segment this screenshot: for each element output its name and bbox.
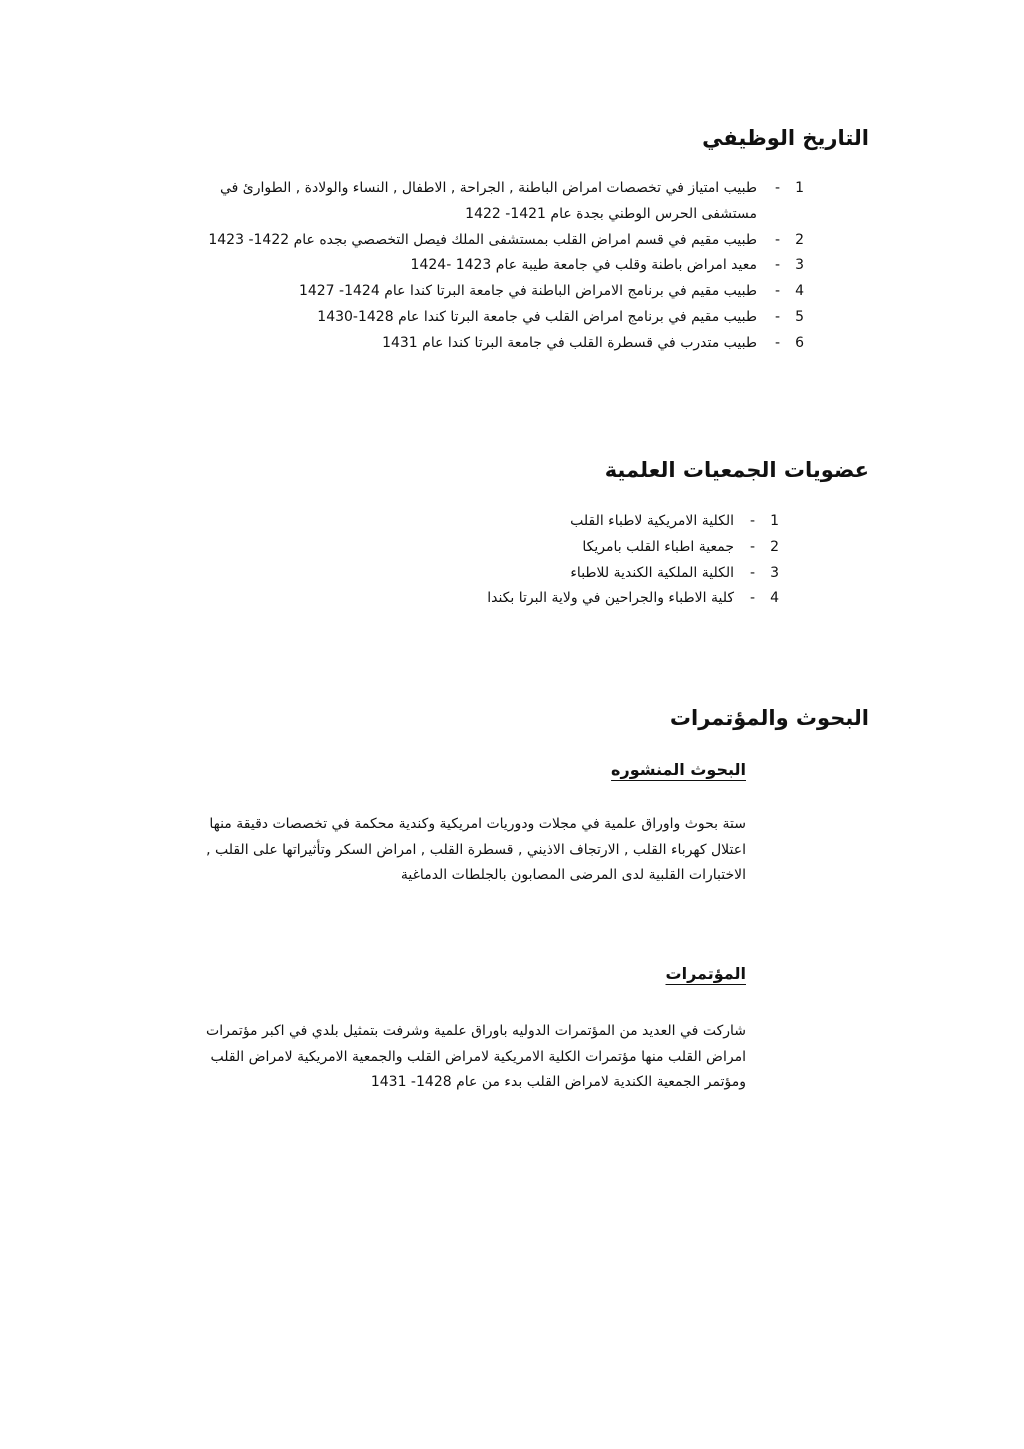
conferences-text [146, 1019, 746, 1096]
career-item-text [184, 228, 757, 254]
list-dash: - [749, 564, 755, 581]
paragraph-line: اعتلال كهرباء القلب , الارتجاف الاذيني , قسطرة القلب , امراض السكر وتأثيراتها على القلب , [206, 841, 746, 858]
list-number: 5 [795, 308, 804, 325]
career-item-text [184, 331, 757, 357]
career-item [184, 176, 804, 228]
list-number: 1 [770, 513, 779, 529]
list-dash: - [774, 283, 780, 300]
career-item-text [184, 253, 757, 279]
list-dash: - [774, 257, 780, 274]
list-dash: - [749, 513, 755, 529]
career-item [184, 279, 804, 305]
career-item-text [184, 305, 757, 331]
career-item-line: معيد امراض باطنة وقلب في جامعة طيبة عام 1423 -1424 [410, 257, 757, 274]
career-item-line: طبيب مقيم في برنامج امراض القلب في جامعة البرتا كندا عام 1428-1430 [317, 308, 757, 325]
list-number: 1 [795, 180, 804, 196]
list-number: 6 [795, 334, 804, 351]
career-item [184, 331, 804, 357]
list-dash: - [749, 590, 755, 607]
paragraph-line: الاختبارات القلبية لدى المرضى المصابون بالجلطات الدماغية [400, 867, 746, 883]
list-dash: - [774, 231, 780, 248]
list-number: 3 [795, 257, 804, 274]
published-research-subheading: البحوث المنشوره [611, 760, 746, 779]
membership-item-text: الكلية الامريكية لاطباء القلب [570, 513, 734, 529]
list-number: 2 [770, 538, 779, 555]
paragraph-line: ستة بحوث واوراق علمية في مجلات ودوريات امريكية وكندية محكمة في تخصصات دقيقة منها [209, 816, 746, 832]
memberships-list [379, 509, 779, 612]
career-item-line: طبيب مقيم في برنامج الامراض الباطنة في جامعة البرتا كندا عام 1424- 1427 [298, 283, 757, 300]
list-number: 4 [770, 590, 779, 607]
list-dash: - [774, 308, 780, 325]
career-heading: التاريخ الوظيفي [702, 126, 869, 150]
career-item-line: طبيب امتياز في تخصصات امراض الباطنة , الجراحة , الاطفال , النساء والولادة , الطوارئ في [220, 180, 757, 196]
list-number: 3 [770, 564, 779, 581]
list-number: 2 [795, 231, 804, 248]
membership-item [379, 586, 779, 612]
career-item-line: طبيب متدرب في قسطرة القلب في جامعة البرتا كندا عام 1431 [382, 334, 757, 351]
membership-item [379, 535, 779, 561]
membership-item-text: جمعية اطباء القلب بامريكا [582, 538, 734, 555]
membership-item [379, 509, 779, 535]
membership-item-text: الكلية الملكية الكندية للاطباء [570, 564, 734, 581]
career-item-line: مستشفى الحرس الوطني بجدة عام 1421- 1422 [465, 205, 757, 222]
career-item-text [184, 279, 757, 305]
memberships-heading: عضويات الجمعيات العلمية [604, 458, 869, 482]
list-dash: - [774, 334, 780, 351]
list-number: 4 [795, 283, 804, 300]
list-dash: - [774, 180, 780, 196]
paragraph-line: ومؤتمر الجمعية الكندية لامراض القلب بدء من عام 1428- 1431 [370, 1074, 746, 1090]
career-item [184, 228, 804, 254]
paragraph-line: شاركت في العديد من المؤتمرات الدوليه باوراق علمية وشرفت بتمثيل بلدي في اكبر مؤتمرات [206, 1023, 746, 1039]
career-item [184, 305, 804, 331]
membership-item-text: كلية الاطباء والجراحين في ولاية البرتا بكندا [487, 590, 734, 607]
research-heading: البحوث والمؤتمرات [669, 706, 869, 730]
career-item-line: طبيب مقيم في قسم امراض القلب بمستشفى الملك فيصل التخصصي بجده عام 1422- 1423 [208, 231, 757, 248]
career-item-text [184, 176, 757, 228]
career-item [184, 253, 804, 279]
membership-item [379, 561, 779, 587]
career-list [184, 176, 804, 357]
list-dash: - [749, 538, 755, 555]
published-research-text [146, 812, 746, 889]
conferences-subheading: المؤتمرات [665, 964, 746, 983]
paragraph-line: امراض القلب منها مؤتمرات الكلية الامريكية لامراض القلب والجمعية الامريكية لامراض القلب [210, 1048, 746, 1065]
